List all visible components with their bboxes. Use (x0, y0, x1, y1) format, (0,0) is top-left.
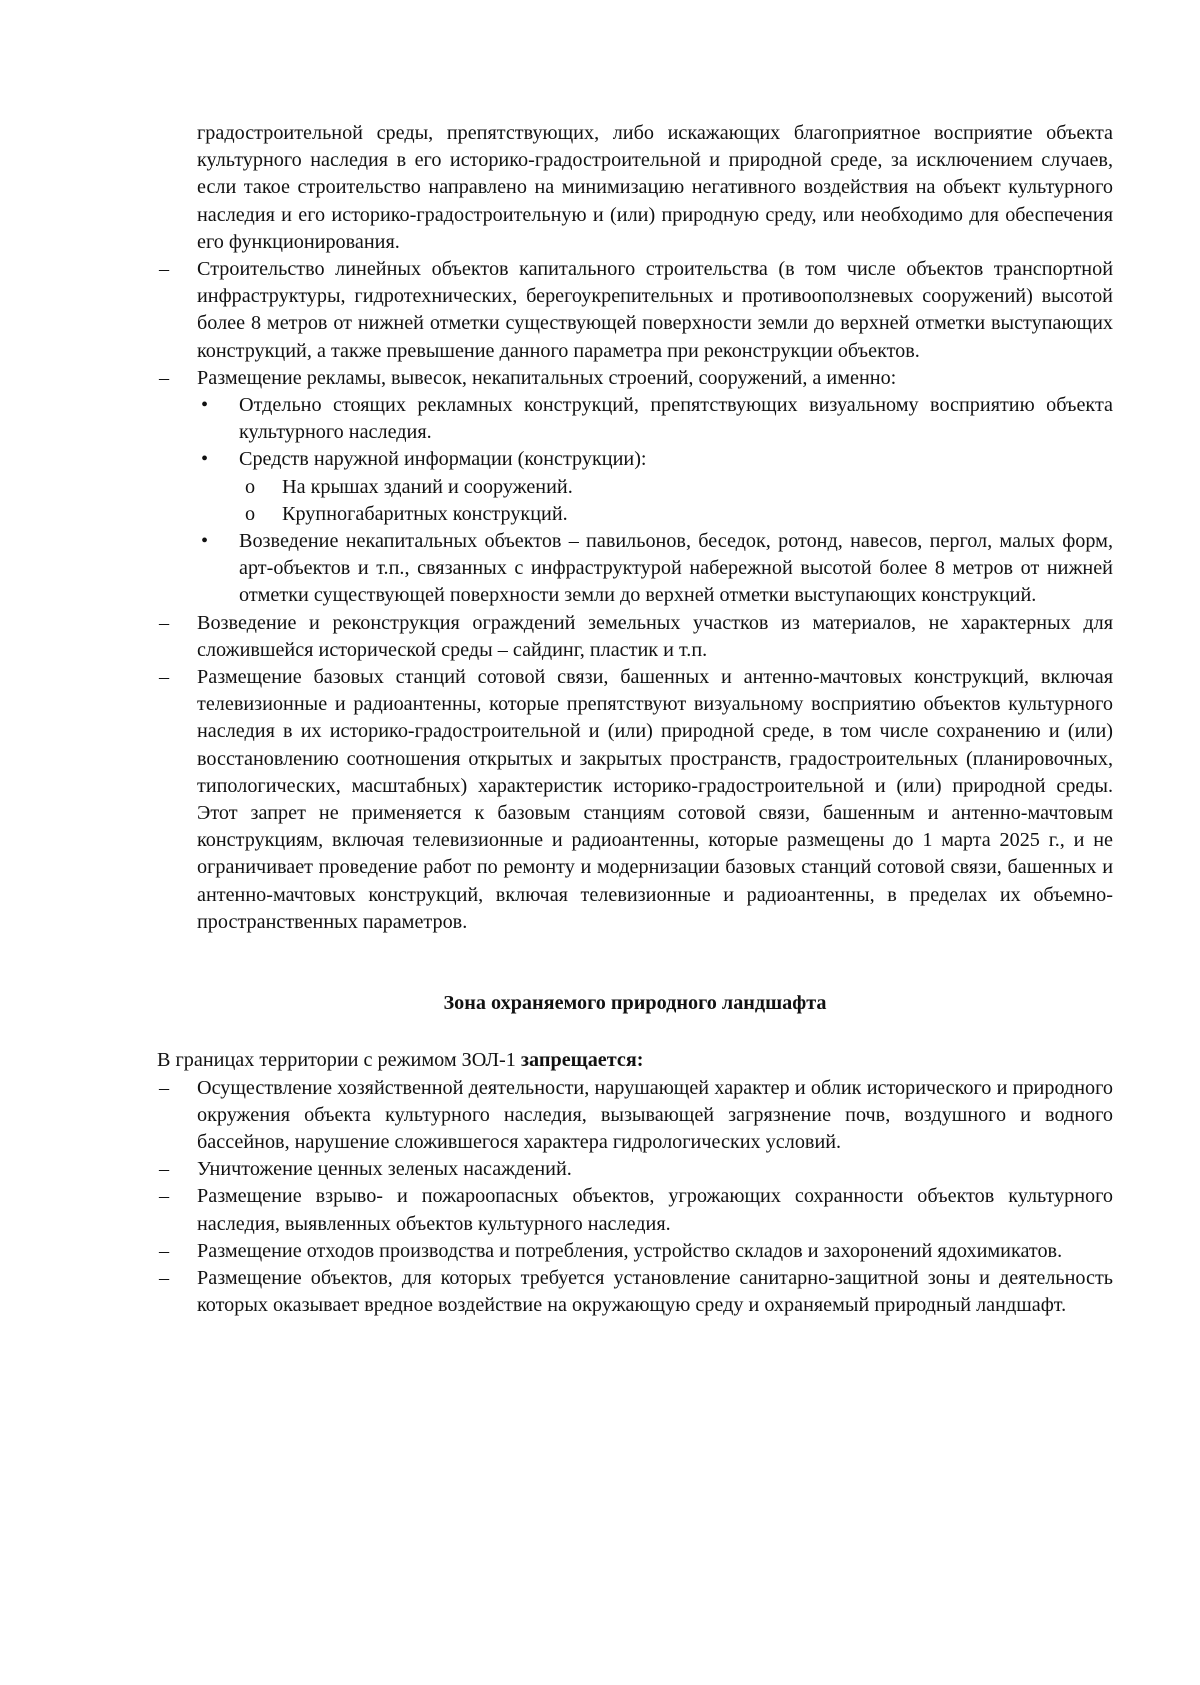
list-item-text: Уничтожение ценных зеленых насаждений. (197, 1158, 572, 1181)
list-item (157, 664, 1113, 936)
list-item-text: Размещение отходов производства и потребления, устройство складов и захоронений ядохимикатов. (197, 1239, 1063, 1262)
dash-marker: – (159, 1158, 170, 1181)
section-intro-text: В границах территории с режимом ЗОЛ-1 (157, 1049, 521, 1072)
list-item (157, 1265, 1113, 1319)
list-item (157, 256, 1113, 365)
list-item (157, 610, 1113, 664)
dash-marker: – (159, 1266, 170, 1289)
bullet-marker: • (201, 530, 209, 553)
sub-list-item (157, 446, 1113, 473)
dash-marker: – (159, 1239, 170, 1262)
sub-list-item (157, 528, 1113, 610)
list-item-text: Строительство линейных объектов капитального строительства (в том числе объектов транспортной инфраструктуры, гидротехнических, берегоукрепительных и противооползневых сооружений) высотой более 8 метров от нижней отметки существующей поверхности земли до верхней отметки выступающих конструкций, а также превышение данного параметра при реконструкции объектов. (197, 258, 1113, 362)
section-title: Зона охраняемого природного ландшафта (443, 992, 827, 1015)
dash-marker: – (159, 1076, 170, 1099)
section-intro (157, 1047, 1113, 1074)
list-item (157, 1156, 1113, 1183)
list-item-text: Осуществление хозяйственной деятельности, нарушающей характер и облик исторического и природного окружения объекта культурного наследия, вызывающей загрязнение почв, воздушного и водного бассейнов, нарушение сложившегося характера гидрологических условий. (197, 1076, 1113, 1153)
sub-list-item-text: Отдельно стоящих рекламных конструкций, препятствующих визуальному восприятию объекта культурного наследия. (239, 394, 1113, 444)
dash-marker: – (159, 666, 170, 689)
dash-marker: – (159, 1185, 170, 1208)
list-item-text: Размещение рекламы, вывесок, некапитальных строений, сооружений, а именно: (197, 366, 897, 389)
sub-sub-list-item (157, 501, 1113, 528)
sub-list-item (157, 392, 1113, 446)
list-item-text: Размещение базовых станций сотовой связи, башенных и антенно-мачтовых конструкций, включая телевизионные и радиоантенны, которые препятствуют визуальному восприятию объектов культурного наследия в их историко-градостроительной и (или) природной среде, в том числе сохранению и (или) восстановлению соотношения открытых и закрытых пространств, градостроительных (планировочных, типологических, масштабных) характеристик историко-градостроительной и (или) природной среды. Этот запрет не применяется к базовым станциям сотовой связи, башенным и антенно-мачтовым конструкциям, включая телевизионные и радиоантенны, которые размещены до 1 марта 2025 г., и не ограничивает проведение работ по ремонту и модернизации базовых станций сотовой связи, башенных и антенно-мачтовых конструкций, включая телевизионные и радиоантенны, в пределах их объемно-пространственных параметров. (197, 666, 1113, 933)
list-item (157, 1238, 1113, 1265)
bullet-marker: • (201, 394, 209, 417)
sub-list-item-text: Возведение некапитальных объектов – павильонов, беседок, ротонд, навесов, пергол, малых форм, арт-объектов и т.п., связанных с инфраструктурой набережной высотой более 8 метров от нижней отметки существующей поверхности земли до верхней отметки выступающих конструкций. (239, 530, 1113, 607)
circle-marker: o (245, 502, 256, 525)
section-intro-emphasis: запрещается: (520, 1049, 644, 1072)
dash-marker: – (159, 366, 170, 389)
sub-list-item-text: Средств наружной информации (конструкции): (239, 448, 647, 471)
list-item (157, 365, 1113, 392)
circle-marker: o (245, 475, 256, 498)
list-item-text: Размещение объектов, для которых требуется установление санитарно-защитной зоны и деятельность которых оказывает вредное воздействие на окружающую среду и охраняемый природный ландшафт. (197, 1266, 1113, 1317)
sub-sub-list-item-text: Крупногабаритных конструкций. (282, 502, 568, 525)
sub-sub-list-item-text: На крышах зданий и сооружений. (282, 475, 573, 498)
continuation-paragraph: градостроительной среды, препятствующих, либо искажающих благоприятное восприятие объекта культурного наследия в его историко-градостроительной и природной среде, за исключением случаев, если такое строительство направлено на минимизацию негативного воздействия на объект культурного наследия и его историко-градостроительную и (или) природную среду, или необходимо для обеспечения его функционирования. (197, 122, 1113, 253)
dash-marker: – (159, 611, 170, 634)
list-item-text: Возведение и реконструкция ограждений земельных участков из материалов, не характерных для сложившейся исторической среды – сайдинг, пластик и т.п. (197, 611, 1113, 661)
sub-sub-list-item (157, 474, 1113, 501)
list-item (157, 1075, 1113, 1157)
list-item-text: Размещение взрыво- и пожароопасных объектов, угрожающих сохранности объектов культурного наследия, выявленных объектов культурного наследия. (197, 1185, 1113, 1235)
dash-marker: – (159, 258, 170, 281)
list-item (157, 1183, 1113, 1237)
document-content (157, 120, 1113, 1319)
bullet-marker: • (201, 448, 209, 471)
